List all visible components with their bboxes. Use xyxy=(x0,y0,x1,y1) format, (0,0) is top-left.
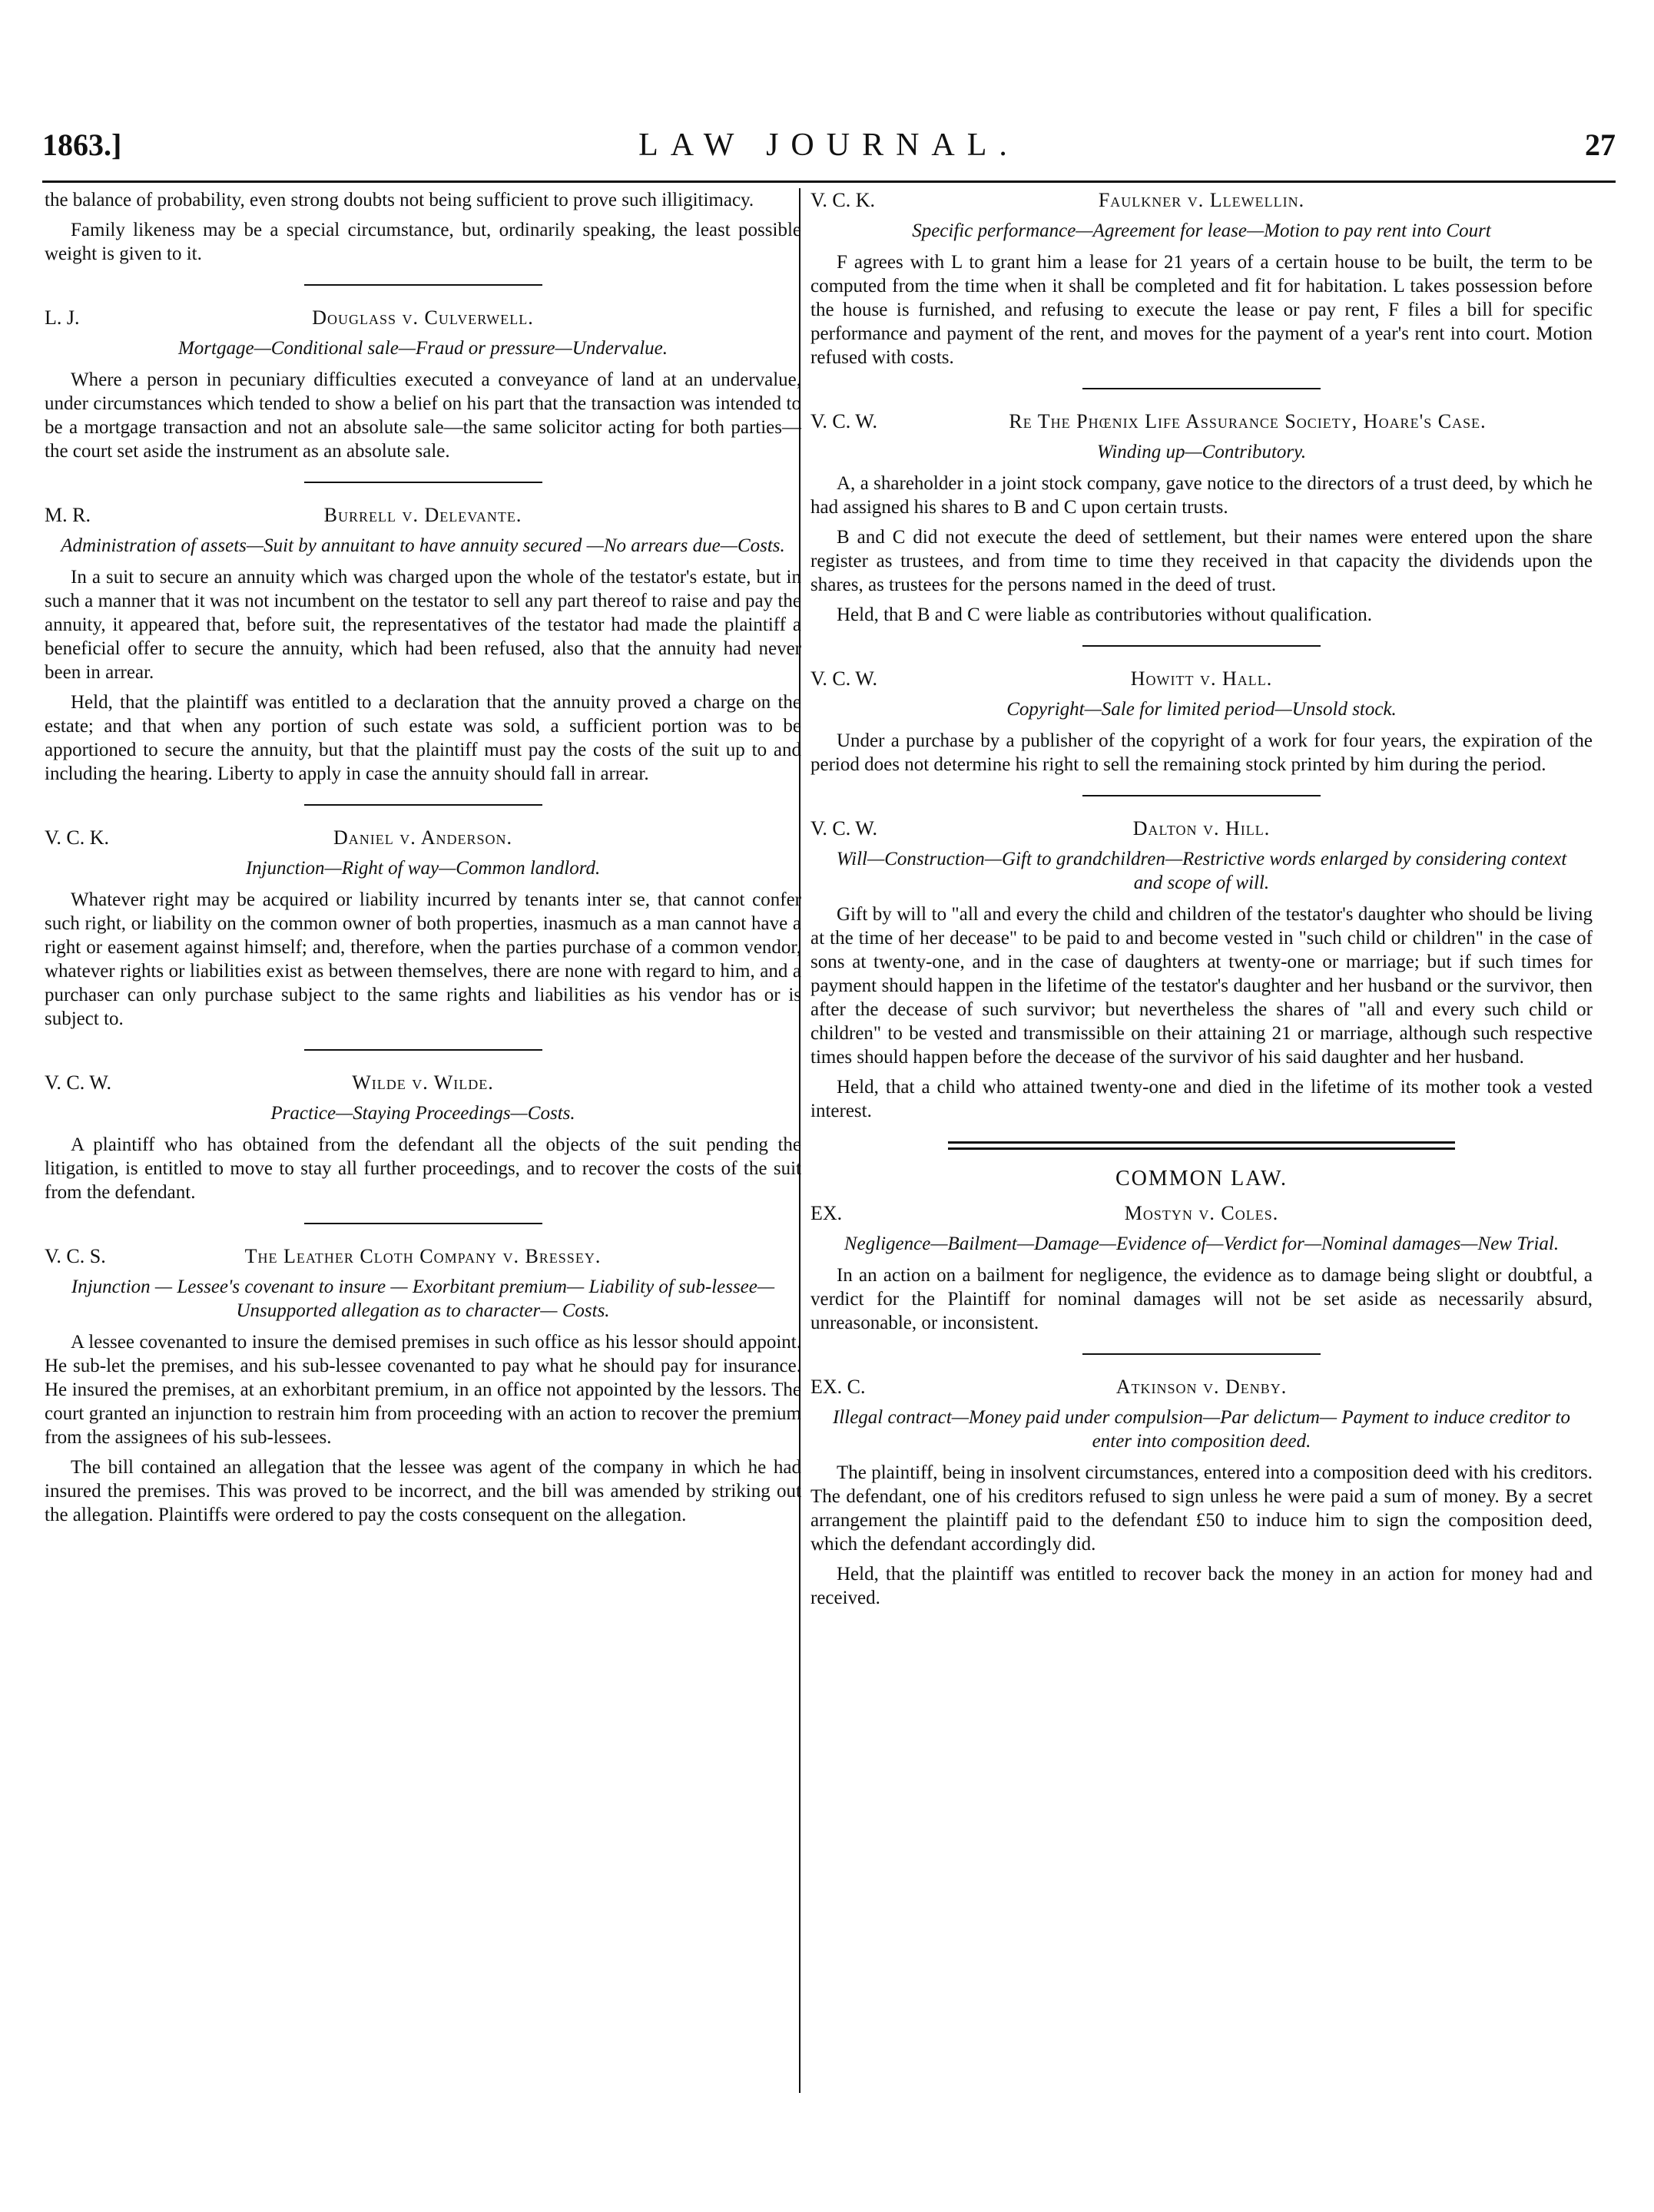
case-catchwords: Mortgage—Conditional sale—Fraud or pressure—Undervalue. xyxy=(177,338,668,359)
case-entry xyxy=(810,816,1593,1123)
court-label: V. C. W. xyxy=(45,1071,111,1094)
case-paragraph: In an action on a bailment for negligence, the evidence as to damage being slight or doubtful, a verdict for the Plaintiff for nominal damages will not be set aside as necessarily absurd, unreasonable, or inconsistent. xyxy=(810,1265,1593,1333)
case-name: Douglass v. Culverwell. xyxy=(312,306,534,329)
case-entry xyxy=(45,503,801,786)
case-paragraph: Whatever right may be acquired or liability incurred by tenants inter se, that cannot confer such right, or liability on the common owner of both properties, inasmuch as a man cannot have a right or easement against himself; and, therefore, when the parties purchase of a common vendor, whatever rights or liabilities exist as between themselves, there are none with regard to him, and a purchaser can only purchase subject to the same rights and liabilities as his vendor has or is subject to. xyxy=(45,889,801,1029)
case-entry xyxy=(45,826,801,1031)
case-paragraph: Under a purchase by a publisher of the copyright of a work for four years, the expiration of the period does not determine his right to sell the remaining stock printed by him during the period. xyxy=(810,730,1593,775)
case-paragraph: Where a person in pecuniary difficulties executed a conveyance of land at an undervalue, under circumstances which tended to show a belief on his part that the transaction was intended to be a mortgage transaction and not an absolute sale—the same solicitor acting for both parties—the court set aside the instrument as an absolute sale. xyxy=(45,369,801,462)
case-name: Dalton v. Hill. xyxy=(1132,817,1271,839)
case-separator xyxy=(304,482,542,483)
case-entry xyxy=(45,1244,801,1527)
case-separator xyxy=(1082,1353,1321,1355)
case-separator xyxy=(304,1049,542,1051)
court-label: V. C. S. xyxy=(45,1245,106,1267)
case-paragraph: Gift by will to "all and every the child and children of the testator's daughter who should be living at the time of her decease" to be paid to and become vested in "such child or children" in the case of sons at twenty-one, and in the case of daughters at twenty-one or marriage; but if such times for payment should happen in the lifetime of the testator's daughter and her husband or the survivor, then after the decease of such survivor; but nevertheless the shares of "all and every such child or children" to be vested and transmissible on their attaining 21 or marriage, although such respective times should happen before the decease of the survivor of his said daughter and her husband. xyxy=(810,904,1593,1068)
court-label: V. C. K. xyxy=(810,189,876,211)
case-catchwords: Practice—Staying Proceedings—Costs. xyxy=(270,1103,575,1124)
case-catchwords: Illegal contract—Money paid under compulsion—Par delictum— Payment to induce creditor to enter into composition deed. xyxy=(832,1407,1570,1452)
section-double-rule xyxy=(948,1141,1455,1150)
header-title: LAW JOURNAL. xyxy=(638,127,1019,163)
case-separator xyxy=(304,1223,542,1224)
case-name: Mostyn v. Coles. xyxy=(1124,1202,1279,1224)
court-label: V. C. W. xyxy=(810,817,877,839)
court-label: EX. xyxy=(810,1202,843,1224)
intro-paragraph: the balance of probability, even strong doubts not being sufficient to prove such illigitimacy. xyxy=(45,190,754,210)
case-catchwords: Specific performance—Agreement for lease—Motion to pay rent into Court xyxy=(912,220,1491,241)
case-paragraph: A plaintiff who has obtained from the defendant all the objects of the suit pending the litigation, is entitled to move to stay all further proceedings, and to recover the costs of the suit from the defendant. xyxy=(45,1134,801,1203)
court-label: L. J. xyxy=(45,306,80,329)
intro-paragraph: Family likeness may be a special circumstance, but, ordinarily speaking, the least possible weight is given to it. xyxy=(45,220,801,264)
case-paragraph: The bill contained an allegation that the lessee was agent of the company in which he had insured the premises. This was proved to be incorrect, and the bill was amended by striking out the allegation. Plaintiffs were ordered to pay the costs consequent on the allegation. xyxy=(45,1457,801,1525)
page-header xyxy=(42,127,1616,180)
case-catchwords: Injunction — Lessee's covenant to insure — Exorbitant premium— Liability of sub-lessee— Unsupported allegation as to character— Costs. xyxy=(71,1277,775,1321)
case-name: Howitt v. Hall. xyxy=(1130,667,1273,690)
left-column xyxy=(45,188,801,1533)
case-separator xyxy=(1082,388,1321,389)
case-paragraph: In a suit to secure an annuity which was charged upon the whole of the testator's estate, but in such a manner that it was not incumbent on the testator to sell any part thereof to raise and pay the annuity, it appeared that, before suit, the representatives of the testator had made the plaintiff a beneficial offer to secure the annuity, which had been refused, also that the annuity had never been in arrear. xyxy=(45,567,801,683)
case-name: Daniel v. Anderson. xyxy=(333,826,513,849)
case-paragraph: The plaintiff, being in insolvent circumstances, entered into a composition deed with his creditors. The defendant, one of his creditors refused to sign unless he were paid a sum of money. By a secret arrangement the plaintiff paid to the defendant £50 to induce him to sign the composition deed, which the defendant accordingly did. xyxy=(810,1462,1593,1555)
case-paragraph: Held, that B and C were liable as contributories without qualification. xyxy=(837,604,1373,625)
right-column xyxy=(810,188,1593,1616)
case-name: Re The Phœnix Life Assurance Society, Hoare's Case. xyxy=(1009,410,1487,432)
header-rule xyxy=(42,180,1616,183)
case-name: Burrell v. Delevante. xyxy=(323,504,522,526)
case-separator xyxy=(304,804,542,806)
case-paragraph: A lessee covenanted to insure the demised premises in such office as his lessor should appoint. He sub-let the premises, and his sub-lessee covenanted to pay what he should pay for insurance. He insured the premises, at an exhorbitant premium, in an office not appointed by the lessors. The court granted an injunction to restrain him from proceeding with an action to recover the premium from the assignees of his sub-lessees. xyxy=(45,1332,801,1448)
case-entry xyxy=(810,1375,1593,1610)
court-label: M. R. xyxy=(45,504,91,526)
court-label: V. C. K. xyxy=(45,826,110,849)
case-name: Wilde v. Wilde. xyxy=(352,1071,494,1094)
case-paragraph: A, a shareholder in a joint stock company, gave notice to the directors of a trust deed, by which he had assigned his shares to B and C upon certain trusts. xyxy=(810,473,1593,518)
case-entry xyxy=(45,1071,801,1204)
case-paragraph: Held, that the plaintiff was entitled to recover back the money in an action for money had and received. xyxy=(810,1564,1593,1608)
section-title: COMMON LAW. xyxy=(1115,1167,1288,1190)
case-catchwords: Winding up—Contributory. xyxy=(1096,442,1307,462)
case-entry xyxy=(810,409,1593,627)
case-paragraph: Held, that a child who attained twenty-one and died in the lifetime of its mother took a vested interest. xyxy=(810,1077,1593,1121)
header-page-number: 27 xyxy=(1585,127,1616,162)
case-entry xyxy=(810,667,1593,777)
case-catchwords: Injunction—Right of way—Common landlord. xyxy=(245,858,601,879)
case-catchwords: Administration of assets—Suit by annuitant to have annuity secured —No arrears due—Costs. xyxy=(61,535,785,556)
header-year: 1863.] xyxy=(42,127,122,162)
case-entry xyxy=(810,1201,1593,1335)
case-catchwords: Copyright—Sale for limited period—Unsold stock. xyxy=(1006,699,1397,720)
court-label: V. C. W. xyxy=(810,667,877,690)
case-entry xyxy=(45,306,801,463)
court-label: V. C. W. xyxy=(810,410,877,432)
case-paragraph: F agrees with L to grant him a lease for 21 years of a certain house to be built, the term to be computed from the time when it shall be completed and fit for habitation. L takes possession before the house is furnished, and refusing to execute the lease or pay rent, F files a bill for specific performance and payment of the rent, and moves for the payment of a year's rent into court. Motion refused with costs. xyxy=(810,252,1593,368)
case-entry xyxy=(810,188,1593,369)
case-paragraph: Held, that the plaintiff was entitled to a declaration that the annuity proved a charge on the estate; and that when any portion of such estate was sold, a sufficient portion was to be apportioned to secure the annuity, but that the plaintiff must pay the costs of the suit up to and including the hearing. Liberty to apply in case the annuity should fall in arrear. xyxy=(45,692,801,784)
court-label: EX. C. xyxy=(810,1376,866,1398)
case-name: The Leather Cloth Company v. Bressey. xyxy=(244,1245,602,1267)
case-name: Atkinson v. Denby. xyxy=(1115,1376,1288,1398)
case-separator xyxy=(1082,645,1321,647)
case-name: Faulkner v. Llewellin. xyxy=(1098,189,1305,211)
case-catchwords: Negligence—Bailment—Damage—Evidence of—Verdict for—Nominal damages—New Trial. xyxy=(844,1233,1560,1254)
case-catchwords: Will—Construction—Gift to grandchildren—Restrictive words enlarged by considering context and scope of will. xyxy=(836,849,1567,893)
case-separator xyxy=(304,284,542,286)
case-paragraph: B and C did not execute the deed of settlement, but their names were entered upon the share register as trustees, and from time to time they received in that capacity the dividends upon the shares, as trustees for the persons named in the deed of trust. xyxy=(810,527,1593,595)
case-separator xyxy=(1082,795,1321,796)
